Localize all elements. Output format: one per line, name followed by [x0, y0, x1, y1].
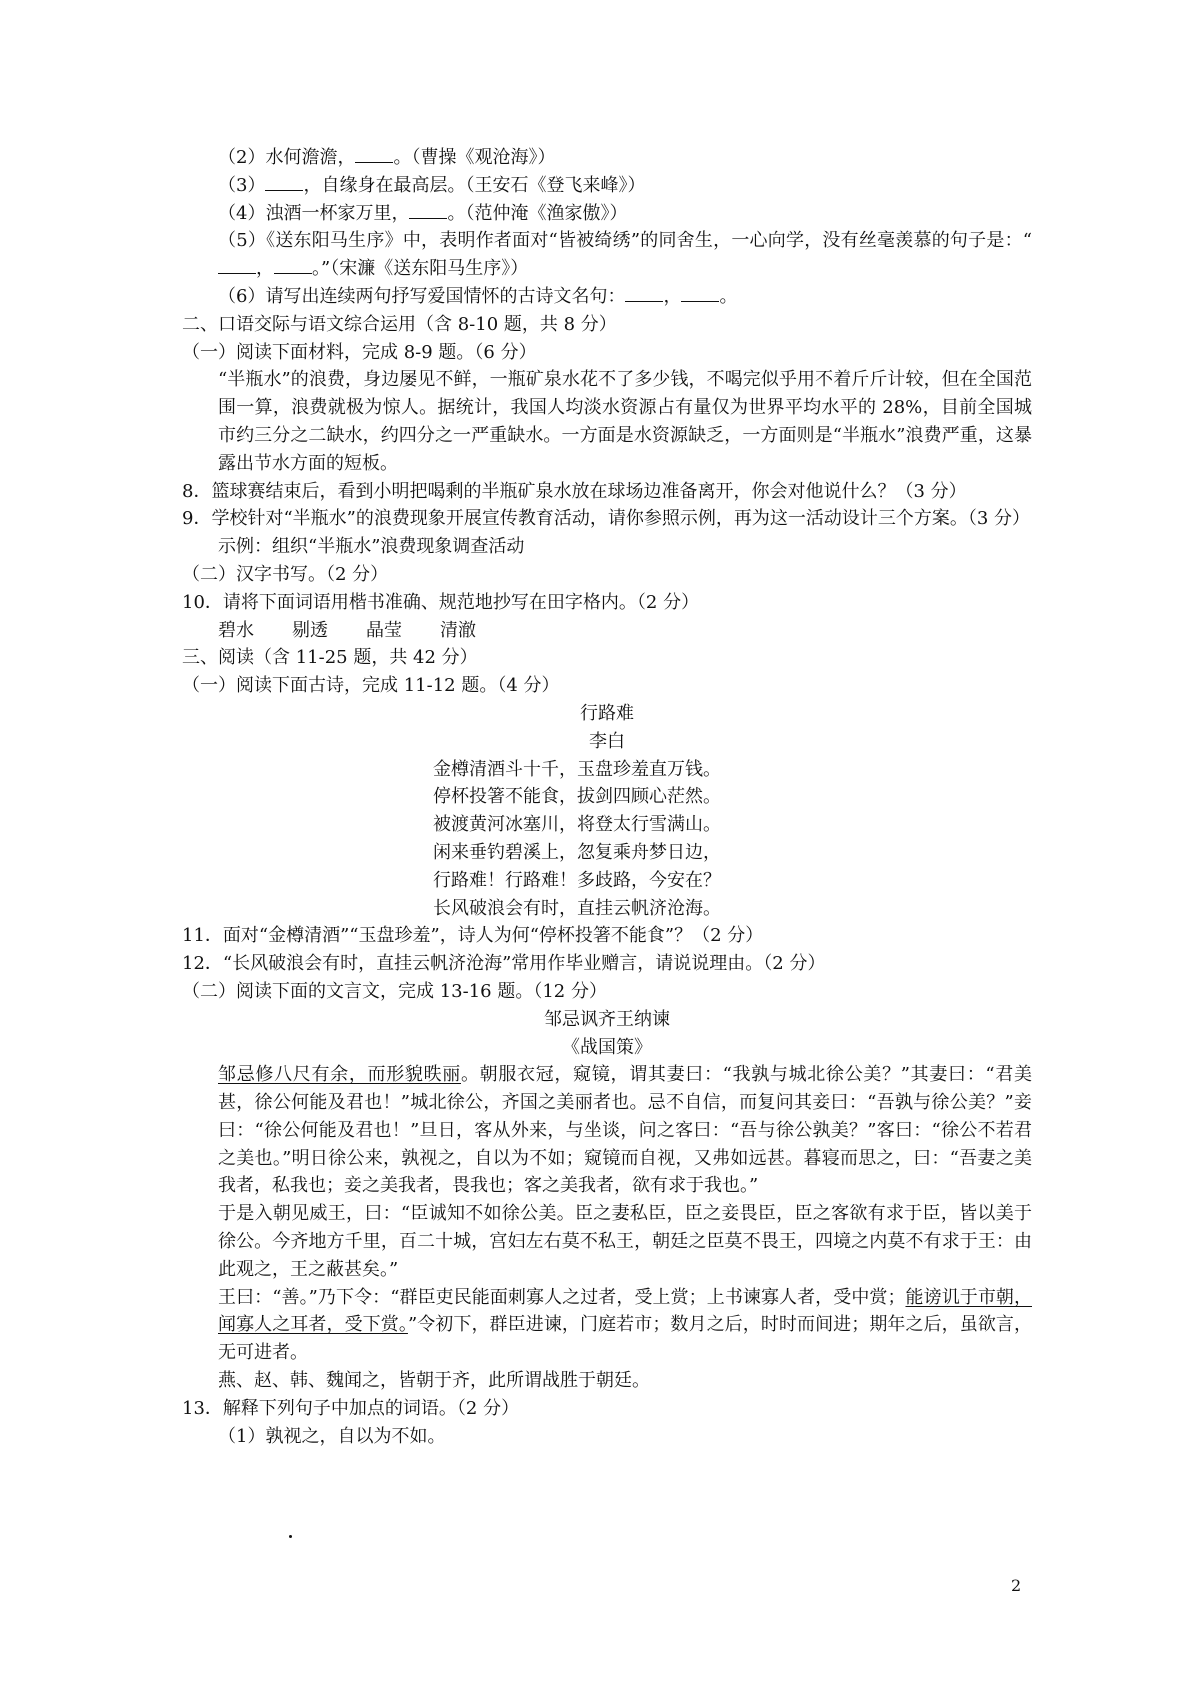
prose-paragraph-3: 王曰：“善。”乃下令：“群臣吏民能面刺寡人之过者，受上赏；上书谏寡人者，受中赏；能谤讥于市朝，闻寡人之耳者，受下赏。”令初下，群臣进谏，门庭若市；数月之后，时时而间进；期年之后，虽欲言，无可进者。 [218, 1286, 1033, 1364]
section-2-part-1: （一）阅读下面材料，完成 8-9 题。（6 分） [182, 341, 537, 363]
emphasis-dot [289, 1535, 292, 1538]
poem-line: 金樽清酒斗十千，玉盘珍羞直万钱。 [433, 758, 721, 780]
prose-paragraph-4: 燕、赵、韩、魏闻之，皆朝于齐，此所谓战胜于朝廷。 [218, 1370, 650, 1392]
answer-blank [681, 283, 719, 302]
prose-source: 《战国策》 [562, 1036, 652, 1058]
answer-blank [625, 283, 663, 302]
prose-title: 邹忌讽齐王纳谏 [544, 1008, 670, 1030]
poem-title: 行路难 [580, 702, 634, 724]
example-line: 示例：组织“半瓶水”浪费现象调查活动 [218, 536, 525, 558]
exam-page [182, 144, 1032, 1450]
question-13-item-1: （1）孰视之，自以为不如。 [218, 1425, 446, 1447]
section-3-part-2: （二）阅读下面的文言文，完成 13-16 题。（12 分） [182, 980, 607, 1002]
question-9: 9．学校针对“半瓶水”的浪费现象开展宣传教育活动，请你参照示例，再为这一活动设计三个方案。（3 分） [182, 508, 1031, 530]
q7-item-2: （2）水何澹澹， 。（曹操《观沧海》） [182, 144, 1032, 172]
page-number: 2 [1011, 1576, 1022, 1595]
poem-line: 被渡黄河冰塞川，将登太行雪满山。 [433, 814, 721, 836]
answer-blank [265, 172, 303, 191]
question-13: 13．解释下列句子中加点的词语。（2 分） [182, 1397, 520, 1419]
section-3-part-1: （一）阅读下面古诗，完成 11-12 题。（4 分） [182, 675, 560, 697]
answer-blank [274, 255, 312, 274]
answer-blank [218, 255, 256, 274]
poem-line: 行路难！行路难！多歧路，今安在？ [433, 869, 721, 891]
poem-author: 李白 [589, 730, 625, 752]
answer-blank [355, 144, 393, 163]
question-12: 12．“长风破浪会有时，直挂云帆济沧海”常用作毕业赠言，请说说理由。（2 分） [182, 953, 826, 975]
answer-blank [409, 200, 447, 219]
question-10: 10．请将下面词语用楷书准确、规范地抄写在田字格内。（2 分） [182, 591, 700, 613]
word-item: 碧水 [218, 619, 254, 641]
question-8: 8．篮球赛结束后，看到小明把喝剩的半瓶矿泉水放在球场边准备离开，你会对他说什么？（3 分） [182, 480, 967, 502]
section-3-title: 三、阅读（含 11-25 题，共 42 分） [182, 647, 478, 669]
material-paragraph: “半瓶水”的浪费，身边屡见不鲜，一瓶矿泉水花不了多少钱，不喝完似乎用不着斤斤计较，但在全国范围一算，浪费就极为惊人。据统计，我国人均淡水资源占有量仅为世界平均水平的 28%，目前全国城市约三分之二缺水，约四分之一严重缺水。一方面是水资源缺乏，一方面则是“半瓶水”浪费严重，这暴露出节水方面的短板。 [218, 369, 1032, 474]
poem-line: 长风破浪会有时，直挂云帆济沧海。 [433, 897, 721, 919]
section-2-part-2: （二）汉字书写。（2 分） [182, 563, 389, 585]
underlined-sentence: 邹忌修八尺有余，而形貌昳丽 [218, 1064, 461, 1086]
prose-paragraph-1: 邹忌修八尺有余，而形貌昳丽。朝服衣冠，窥镜，谓其妻曰：“我孰与城北徐公美？”其妻曰：“君美甚，徐公何能及君也！”城北徐公，齐国之美丽者也。忌不自信，而复问其妾曰：“吾孰与徐公美？”妾曰：“徐公何能及君也！”旦日，客从外来，与坐谈，问之客曰：“吾与徐公孰美？”客曰：“徐公不若君之美也。”明日徐公来，孰视之，自以为不如；窥镜而自视，又弗如远甚。暮寝而思之，曰：“吾妻之美我者，私我也；妾之美我者，畏我也；客之美我者，欲有求于我也。” [218, 1064, 1032, 1197]
q7-item-4: （4）浊酒一杯家万里， 。（范仲淹《渔家傲》） [182, 200, 1032, 228]
underlined-sentence: 能谤讥于市朝，闻寡人之耳者，受下赏。 [218, 1286, 1032, 1336]
word-list [182, 617, 1032, 645]
section-2-title: 二、口语交际与语文综合运用（含 8-10 题，共 8 分） [182, 313, 617, 335]
prose-paragraph-2: 于是入朝见威王，曰：“臣诚知不如徐公美。臣之妻私臣，臣之妾畏臣，臣之客欲有求于臣，皆以美于徐公。今齐地方千里，百二十城，宫妇左右莫不私王，朝廷之臣莫不畏王，四境之内莫不有求于王：由此观之，王之蔽甚矣。” [218, 1203, 1032, 1280]
word-item: 晶莹 [366, 619, 402, 641]
word-item: 剔透 [292, 619, 328, 641]
q7-item-6: （6）请写出连续两句抒写爱国情怀的古诗文名句： ， 。 [182, 283, 1032, 311]
poem-line: 停杯投箸不能食，拔剑四顾心茫然。 [433, 786, 721, 808]
q7-item-5: （5）《送东阳马生序》中，表明作者面对“皆被绮绣”的同舍生，一心向学，没有丝毫羡慕的句子是：“， 。”（宋濂《送东阳马生序》） [218, 230, 1032, 280]
word-item: 清澈 [440, 619, 476, 641]
poem-line: 闲来垂钓碧溪上，忽复乘舟梦日边， [433, 841, 721, 863]
question-11: 11．面对“金樽清酒”“玉盘珍羞”，诗人为何“停杯投箸不能食”？（2 分） [182, 925, 764, 947]
q7-item-3: （3） ，自缘身在最高层。（王安石《登飞来峰》） [182, 172, 1032, 200]
